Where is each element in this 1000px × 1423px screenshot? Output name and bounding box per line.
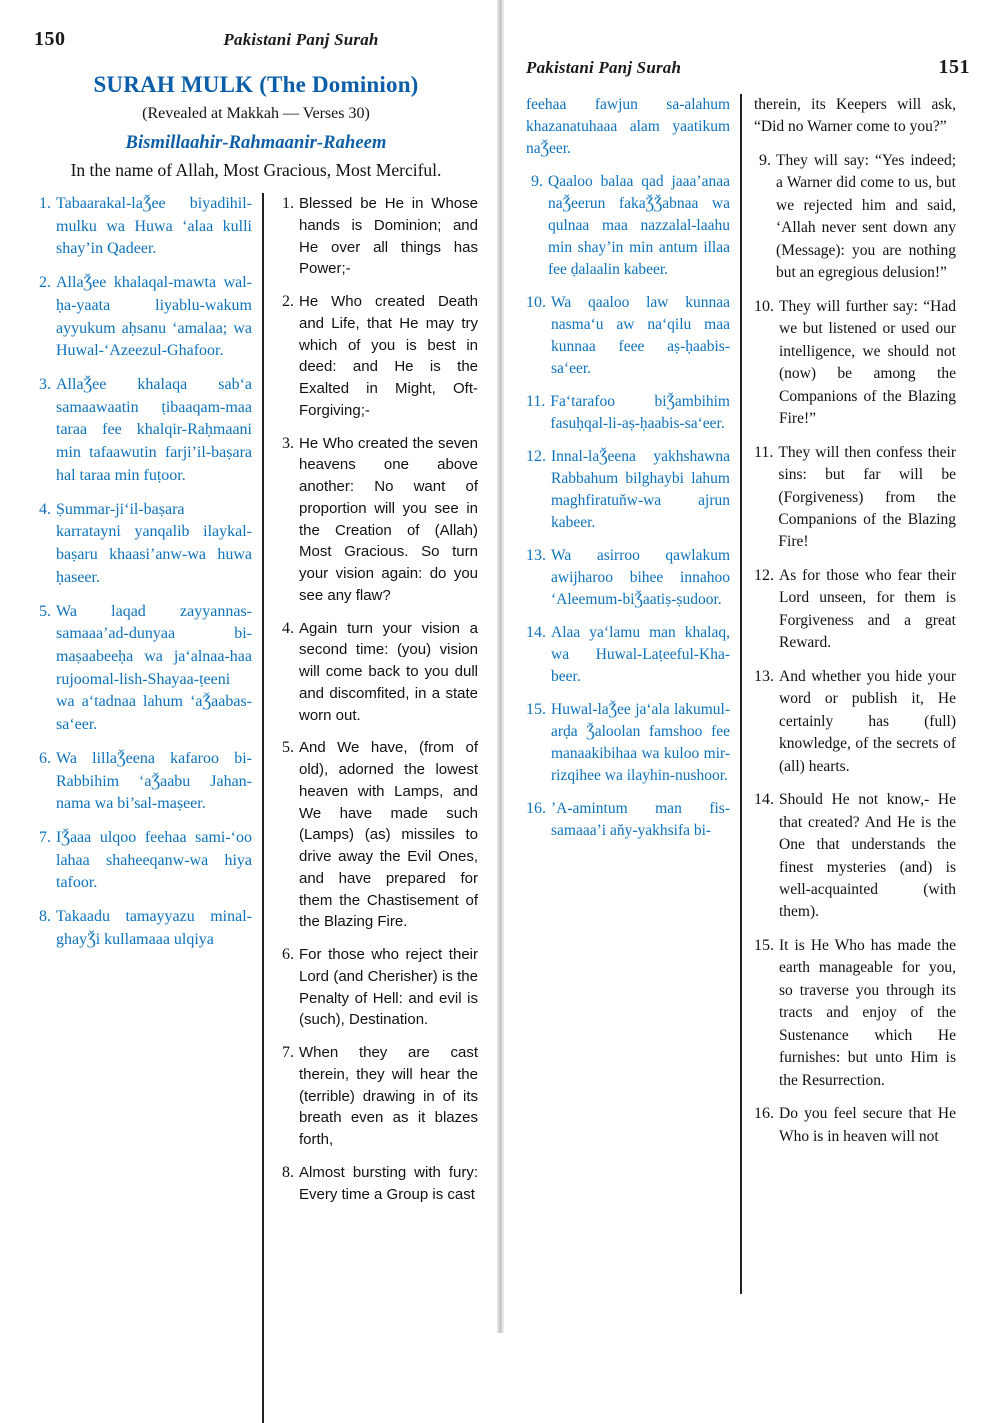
verse-number: 1. (282, 195, 294, 212)
verse-text: He Who created the seven heavens one above another: No want of proportion will you see in the Creation of (Allah) Most Gracious. So turn your vision again: do you see any flaw? (299, 434, 478, 604)
verse-text: AllaǮee khalaqa sab‘a samaawaatin ṭibaaqam-maa taraa fee khalqir-Raḥmaani min tafaawutin farji’il-baṣara hal taraa min fuṭoor. (56, 376, 252, 484)
verse-number: 5. (39, 602, 51, 620)
verse-text: They will then confess their sins: but far will be (Forgiveness) from the Companions of the Blazing Fire! (778, 443, 956, 551)
verse-text: They will say: “Yes indeed; a Warner did come to us, but we rejected him and said, ‘Allah never sent down any (Message): you are nothing but an egregious delusion!” (776, 151, 956, 282)
verse-row (277, 1162, 478, 1206)
verse-row (754, 935, 956, 1092)
verse-number: 13. (526, 547, 546, 564)
verse-text: He Who created Death and Life, that He may try which of you is best in deed: and He is the Exalted in Might, Oft-Forgiving;- (299, 293, 478, 419)
verse-row (526, 391, 730, 435)
left-translation-column (262, 193, 478, 1423)
verse-text: Wa lillaǮeena kafaroo bi-Rabbihim ‘aǮaabu Jahan-nama wa bi’sal-maṣeer. (56, 749, 252, 813)
verse-row (277, 433, 478, 607)
verse-row (34, 601, 252, 737)
verse-row (526, 622, 730, 688)
verse-row (754, 666, 956, 778)
bismillah-translation: In the name of Allah, Most Gracious, Most Merciful. (70, 160, 442, 180)
verse-number: 11. (754, 443, 774, 461)
verse-row (34, 906, 252, 951)
verse-number: 9. (531, 173, 543, 190)
verse-text: When they are cast therein, they will hear the (terrible) drawing in of its breath even as it blazes forth, (299, 1044, 478, 1148)
verse-text: Huwal-laǮee ja‘ala lakumul-arḍa Ǯaloolan famshoo fee manaakibihaa wa kuloo mir-rizqihee wa ilayhin-nushoor. (551, 701, 730, 784)
verse-text: Fa‘tarafoo biǮambihim fasuḥqal-li-aṣ-ḥaabis-sa‘eer. (550, 393, 730, 432)
verse-text: feehaa fawjun sa-alahum khazanatuhaaa alam yaatikum naǮeer. (526, 96, 730, 157)
verse-number: 6. (282, 946, 294, 963)
verse-text: Wa qaaloo law kunnaa nasma‘u aw na‘qilu maa kunnaa feee aṣ-ḥaabis-sa‘eer. (551, 294, 730, 377)
bismillah-transliteration: Bismillaahir-Rahmaanir-Raheem (125, 133, 387, 153)
verse-number: 15. (526, 701, 546, 718)
verse-row (754, 1103, 956, 1148)
verse-text: Innal-laǮeena yakhshawna Rabbahum bilghaybi lahum maghfiratuňw-wa ajrun kabeer. (551, 448, 730, 531)
left-page-columns (34, 193, 478, 1423)
verse-row (34, 499, 252, 590)
verse-row (754, 442, 956, 554)
right-translation-column (740, 94, 956, 1294)
verse-text: It is He Who has made the earth manageable for you, so traverse you through its tracts and enjoy of the Sustenance which He furnishes: but unto Him is the Resurrection. (779, 936, 956, 1089)
verse-row (277, 291, 478, 422)
verse-number: 7. (282, 1044, 294, 1061)
verse-row (526, 292, 730, 380)
right-page-header (526, 56, 970, 82)
verse-row (526, 446, 730, 534)
verse-number: 8. (39, 908, 51, 926)
verse-row (277, 618, 478, 727)
verse-text: Takaadu tamayyazu minal-ghayǮi kullamaaa ulqiya (56, 908, 252, 948)
verse-row (277, 737, 478, 933)
verse-text: Again turn your vision a second time: (you) vision will come back to you dull and discomfited, in a state worn out. (299, 619, 478, 724)
verse-number: 1. (39, 195, 51, 212)
verse-number: 13. (754, 667, 774, 685)
right-page-columns (526, 94, 970, 1294)
verse-text: therein, its Keepers will ask, “Did no Warner come to you?” (754, 96, 956, 136)
verse-row (277, 944, 478, 1031)
verse-row (526, 545, 730, 611)
verse-number: 16. (526, 800, 546, 817)
verse-row-continued (754, 94, 956, 139)
verse-number: 5. (282, 739, 294, 757)
verse-row (754, 565, 956, 655)
verse-text: Wa laqad zayyannas-samaaa’ad-dunyaa bi-maṣaabeeḥa wa ja‘alnaa-haa rujoomal-lish-Shayaa-ṭeeni wa a‘tadnaa lahum ‘aǮaabas-sa‘eer. (56, 602, 252, 734)
verse-number: 4. (39, 500, 51, 518)
verse-number: 2. (39, 274, 51, 292)
right-transliteration-column (526, 94, 740, 1294)
verse-row (277, 193, 478, 280)
left-transliteration-column (34, 193, 262, 1423)
verse-text: IǮaaa ulqoo feehaa sami-‘oo lahaa shaheeqanw-wa hiya tafoor. (56, 828, 252, 892)
verse-text: And We have, (from of old), adorned the lowest heaven with Lamps, and We have made such (Lamps) (as) missiles to drive away the Evil Ones, and have prepared for them the Chastisement of the Blazing Fire. (299, 739, 478, 931)
verse-number: 15. (754, 936, 774, 954)
verse-number: 10. (526, 294, 546, 311)
verse-number: 16. (754, 1105, 774, 1123)
verse-row (277, 1042, 478, 1151)
verse-row (34, 193, 252, 261)
verse-text: Qaaloo balaa qad jaaa’anaa naǮeerun fakaǮǮabnaa wa qulnaa maa nazzalal-laahu min shay’in min antum illaa fee ḍalaalin kabeer. (548, 173, 730, 278)
verse-text: Almost bursting with fury: Every time a Group is cast (299, 1163, 478, 1203)
verse-text: AllaǮee khalaqal-mawta wal-ḥa-yaata liyablu-wakum ayyukum aḥsanu ‘amalaa; wa Huwal-‘Azeezul-Ghafoor. (56, 274, 252, 360)
verse-number: 7. (39, 828, 51, 846)
verse-text: ’A-amintum man fis-samaaa’i aňy-yakhsifa bi- (551, 800, 730, 839)
surah-title: SURAH MULK (The Dominion) (93, 72, 419, 97)
verse-row-continued (526, 94, 730, 160)
verse-text: Alaa ya‘lamu man khalaq, wa Huwal-Laṭeeful-Kha-beer. (551, 624, 730, 685)
running-title-right: Pakistani Panj Surah (526, 58, 682, 77)
verse-number: 12. (754, 566, 774, 584)
verse-number: 14. (526, 624, 546, 641)
verse-number: 4. (282, 619, 294, 637)
verse-row (34, 748, 252, 816)
verse-row (526, 798, 730, 842)
verse-number: 2. (282, 293, 294, 310)
verse-row (34, 827, 252, 895)
verse-text: Wa asirroo qawlakum awijharoo bihee innahoo ‘Aleemum-biǮaatiṣ-ṣudoor. (551, 547, 730, 608)
verse-number: 6. (39, 749, 51, 767)
verse-number: 3. (39, 376, 51, 394)
verse-row (526, 171, 730, 281)
verse-number: 14. (754, 791, 774, 809)
verse-text: Blessed be He in Whose hands is Dominion; and He over all things has Power;- (299, 195, 478, 278)
page-number-left: 150 (34, 28, 66, 50)
verse-number: 12. (526, 448, 546, 465)
verse-number: 11. (526, 393, 546, 410)
verse-row (754, 789, 956, 924)
verse-text: As for those who fear their Lord unseen, for them is Forgiveness and a great Reward. (779, 566, 956, 652)
verse-number: 9. (759, 151, 771, 169)
verse-row (526, 699, 730, 787)
page-number-right: 151 (938, 56, 970, 78)
left-page (0, 0, 500, 1333)
verse-text: And whether you hide your word or publish it, He certainly has (full) knowledge, of the secrets of (all) hearts. (779, 667, 956, 775)
verse-text: Ṣummar-ji‘il-baṣara karratayni yanqalib ilaykal-baṣaru khaasi’anw-wa huwa ḥaseer. (56, 500, 252, 586)
left-page-header (34, 28, 478, 54)
surah-revelation-note: (Revealed at Makkah — Verses 30) (142, 105, 370, 122)
verse-text: Should He not know,- He that created? And He is the One that understands the finest mysteries (and) is well-acquainted (with them). (779, 791, 956, 921)
verse-number: 8. (282, 1163, 294, 1181)
verse-row (34, 272, 252, 363)
verse-row (754, 296, 956, 431)
verse-row (754, 150, 956, 285)
verse-row (34, 374, 252, 488)
verse-text: They will further say: “Had we but listened or used our intelligence, we should not (now) be among the Companions of the Blazing Fire!” (779, 297, 956, 428)
running-title-left: Pakistani Panj Surah (223, 30, 379, 49)
verse-text: Tabaarakal-laǮee biyadihil-mulku wa Huwa ‘alaa kulli shay’in Qadeer. (56, 195, 252, 258)
verse-number: 3. (282, 434, 294, 452)
verse-number: 10. (754, 297, 774, 315)
verse-text: Do you feel secure that He Who is in heaven will not (779, 1105, 956, 1145)
verse-text: For those who reject their Lord (and Cherisher) is the Penalty of Hell: and evil is (such), Destination. (299, 946, 478, 1029)
right-page (500, 0, 1000, 1333)
